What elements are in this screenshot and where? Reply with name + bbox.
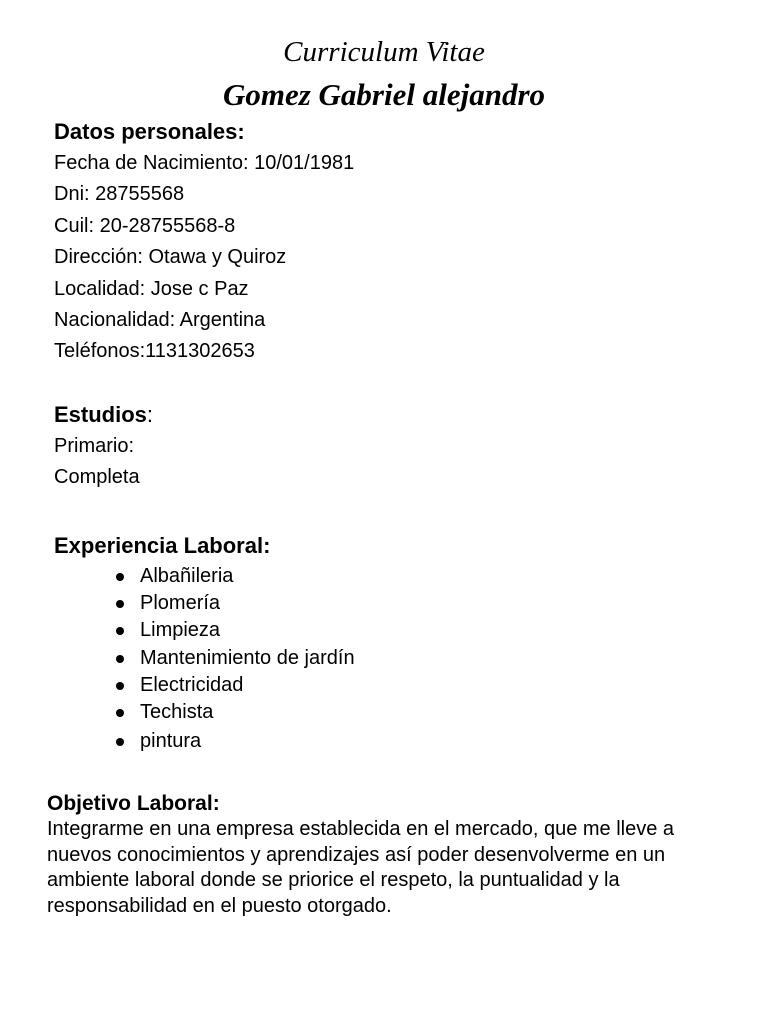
personal-data-section <box>54 118 354 368</box>
bullet-icon <box>116 627 124 635</box>
bullet-icon <box>116 709 124 717</box>
phone-line: Teléfonos:1131302653 <box>54 340 255 363</box>
studies-status-line: Completa <box>54 466 140 489</box>
objective-section <box>47 790 727 919</box>
bullet-icon <box>116 655 124 663</box>
studies-section <box>54 401 153 494</box>
list-item-label: pintura <box>140 730 202 753</box>
experience-section <box>54 532 355 755</box>
list-item-label: Electricidad <box>140 673 244 696</box>
objective-text: Integrarme en una empresa establecida en el mercado, que me lleve a nuevos conocimientos y aprendizajes así poder desenvolverme en un ambiente laboral donde se priorice el respeto, la puntualidad y la responsabilidad en el puesto otorgado. <box>47 818 675 917</box>
list-item <box>54 645 355 672</box>
cuil-line: Cuil: 20-28755568-8 <box>54 214 236 237</box>
bullet-icon <box>116 682 124 690</box>
bullet-icon <box>116 573 124 581</box>
studies-heading-colon: : <box>146 402 154 427</box>
person-name: Gomez Gabriel alejandro <box>222 77 546 112</box>
list-item <box>54 728 355 755</box>
list-item-label: Mantenimiento de jardín <box>140 646 355 669</box>
experience-heading: Experiencia Laboral: <box>54 533 271 558</box>
bullet-icon <box>116 600 124 608</box>
locality-line: Localidad: Jose c Paz <box>54 277 249 300</box>
list-item <box>54 699 355 726</box>
list-item-label: Limpieza <box>140 619 221 642</box>
experience-list <box>54 563 355 755</box>
address-line: Dirección: Otawa y Quiroz <box>54 246 287 269</box>
nationality-line: Nacionalidad: Argentina <box>54 309 266 332</box>
objective-heading: Objetivo Laboral: <box>47 792 220 815</box>
bullet-icon <box>116 738 124 746</box>
studies-heading <box>54 401 153 429</box>
list-item <box>54 563 355 590</box>
personal-data-heading: Datos personales: <box>54 119 245 144</box>
list-item-label: Albañileria <box>140 565 234 587</box>
studies-level-line: Primario: <box>54 435 135 457</box>
list-item <box>54 617 355 644</box>
document-title: Curriculum Vitae <box>283 36 485 68</box>
list-item-label: Plomería <box>140 592 221 615</box>
list-item-label: Techista <box>140 701 214 724</box>
studies-heading-text: Estudios <box>54 402 147 427</box>
list-item <box>54 590 355 617</box>
birth-date-line: Fecha de Nacimiento: 10/01/1981 <box>54 152 355 174</box>
list-item <box>54 672 355 699</box>
dni-line: Dni: 28755568 <box>54 183 185 206</box>
